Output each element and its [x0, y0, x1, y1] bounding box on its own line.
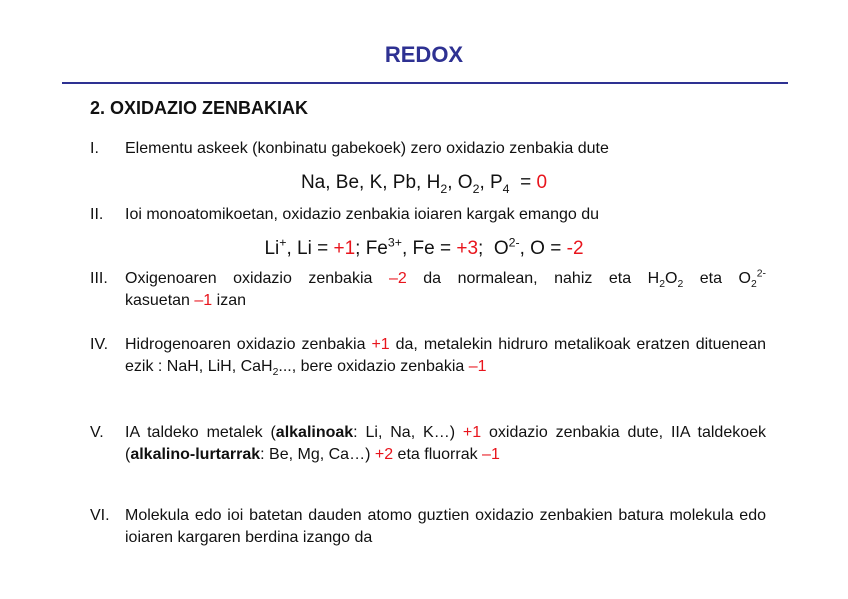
- subscript: 2: [659, 279, 666, 291]
- list-item-vi: [90, 505, 766, 549]
- oxidation-value: -2: [566, 238, 584, 259]
- section-heading: 2. OXIDAZIO ZENBAKIAK: [90, 98, 309, 118]
- example-text: , O: [447, 172, 473, 193]
- text-run: IA taldeko metalek (: [125, 424, 276, 441]
- text-run: eta fluorrak: [393, 446, 483, 463]
- example-line-1: [0, 172, 848, 194]
- item-number: VI.: [90, 507, 110, 524]
- superscript: 3+: [387, 235, 402, 250]
- item-text: Molekula edo ioi batetan dauden atomo guztien oxidazio zenbakien batura molekula edo ioiaren kargaren berdina izango da: [125, 507, 766, 546]
- title-divider: [62, 82, 788, 84]
- bold-term: alkalino-lurtarrak: [130, 446, 261, 463]
- item-text: [125, 334, 766, 378]
- text-run: ..., bere oxidazio zenbakia: [278, 358, 469, 375]
- text-run: Hidrogenoaren oxidazio zenbakia: [125, 336, 372, 353]
- subscript: 2: [440, 181, 448, 196]
- item-text: Ioi monoatomikoetan, oxidazio zenbakia ioiaren kargak emango du: [125, 206, 600, 223]
- text-run: oxidazio zenbakia dute, IIA taldekoek (: [125, 424, 767, 463]
- text-run: eta O: [683, 270, 751, 287]
- oxidation-value: 0: [536, 172, 548, 193]
- item-text-continued: [125, 290, 766, 312]
- item-text: [125, 422, 766, 466]
- superscript: 2-: [756, 268, 767, 280]
- page-title: REDOX: [384, 42, 464, 67]
- subscript: 2: [472, 181, 480, 196]
- example-text: ; Fe: [355, 238, 388, 259]
- text-run: O: [665, 270, 678, 287]
- bold-term: alkalinoak: [275, 424, 354, 441]
- example-text: ; O: [478, 238, 509, 259]
- item-number: IV.: [90, 336, 109, 353]
- example-text: Na, Be, K, Pb, H: [300, 172, 441, 193]
- oxidation-value: –1: [468, 358, 487, 375]
- text-run: Oxigenoaren oxidazio zenbakia: [125, 270, 389, 287]
- text-run: : Be, Mg, Ca…): [260, 446, 375, 463]
- text-run: da normalean, nahiz eta H: [406, 270, 660, 287]
- subscript: 2: [677, 279, 684, 291]
- item-text: [125, 268, 766, 290]
- oxidation-value: +3: [456, 238, 479, 259]
- superscript: 2-: [508, 235, 520, 250]
- example-text: , Li =: [286, 238, 334, 259]
- list-item-iii: [90, 268, 766, 312]
- subscript: 2: [272, 367, 279, 379]
- example-line-2: [0, 235, 848, 260]
- oxidation-value: +1: [371, 336, 390, 353]
- list-item-iv: [90, 334, 766, 378]
- text-run: kasuetan: [125, 292, 195, 309]
- oxidation-value: –1: [482, 446, 500, 463]
- example-text: , Fe =: [401, 238, 457, 259]
- text-run: izan: [212, 292, 246, 309]
- list-item-v: [90, 422, 766, 466]
- list-item-ii: [90, 204, 766, 226]
- oxidation-value: +1: [462, 424, 482, 441]
- superscript: +: [279, 235, 287, 250]
- example-text: , O =: [519, 238, 567, 259]
- example-text: Li: [264, 238, 280, 259]
- oxidation-value: –1: [194, 292, 213, 309]
- item-number: V.: [90, 424, 104, 441]
- item-number: I.: [90, 140, 99, 157]
- example-text: , P: [479, 172, 503, 193]
- text-run: : Li, Na, K…): [353, 424, 463, 441]
- subscript: 2: [750, 279, 757, 291]
- subscript: 4: [502, 181, 510, 196]
- text-run: da, metalekin hidruro metalikoak eratzen dituenean ezik : NaH, LiH, CaH: [125, 336, 767, 375]
- oxidation-value: –2: [388, 270, 407, 287]
- item-number: II.: [90, 206, 104, 223]
- list-item-i: [90, 138, 766, 160]
- oxidation-value: +2: [374, 446, 394, 463]
- example-text: =: [509, 172, 537, 193]
- item-number: III.: [90, 270, 108, 287]
- item-text: Elementu askeek (konbinatu gabekoek) zero oxidazio zenbakia dute: [125, 140, 609, 157]
- oxidation-value: +1: [333, 238, 356, 259]
